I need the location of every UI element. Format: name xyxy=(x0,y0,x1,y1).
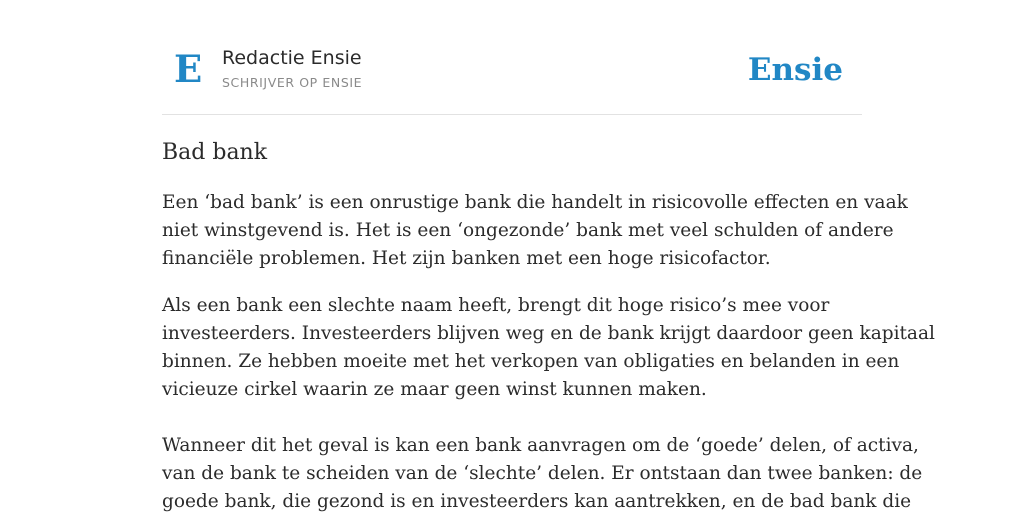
paragraph-line: investeerders. Investeerders blijven weg en de bank krijgt daardoor geen kapitaal xyxy=(162,323,935,344)
paragraph-line: binnen. Ze hebben moeite met het verkopen van obligaties en belanden in een xyxy=(162,351,900,372)
article-content xyxy=(162,136,935,512)
paragraph-line: niet winstgevend is. Het is een ‘ongezonde’ bank met veel schulden of andere xyxy=(162,220,894,241)
article-title: Bad bank xyxy=(162,140,268,165)
author-logo: E xyxy=(174,47,203,91)
paragraph-line: van de bank te scheiden van de ‘slechte’ delen. Er ontstaan dan twee banken: de xyxy=(162,463,923,484)
paragraph-line: financiële problemen. Het zijn banken met een hoge risicofactor. xyxy=(162,248,771,269)
author-name[interactable]: Redactie Ensie xyxy=(222,47,362,69)
article-paragraph xyxy=(162,292,935,404)
paragraph-line: Een ‘bad bank’ is een onrustige bank die handelt in risicovolle effecten en vaak xyxy=(162,192,908,213)
paragraph-line: vicieuze cirkel waarin ze maar geen winst kunnen maken. xyxy=(162,379,707,400)
article-paragraph xyxy=(162,432,923,512)
paragraph-line: goede bank, die gezond is en investeerders kan aantrekken, en de bad bank die xyxy=(162,491,912,512)
brand-logo[interactable]: Ensie xyxy=(747,52,843,88)
article-paragraph xyxy=(162,189,908,273)
paragraph-line: Als een bank een slechte naam heeft, brengt dit hoge risico’s mee voor xyxy=(162,295,830,316)
author-role: SCHRIJVER OP ENSIE xyxy=(222,75,363,90)
paragraph-line: Wanneer dit het geval is kan een bank aanvragen om de ‘goede’ delen, of activa, xyxy=(162,435,919,456)
author-header xyxy=(162,0,862,115)
